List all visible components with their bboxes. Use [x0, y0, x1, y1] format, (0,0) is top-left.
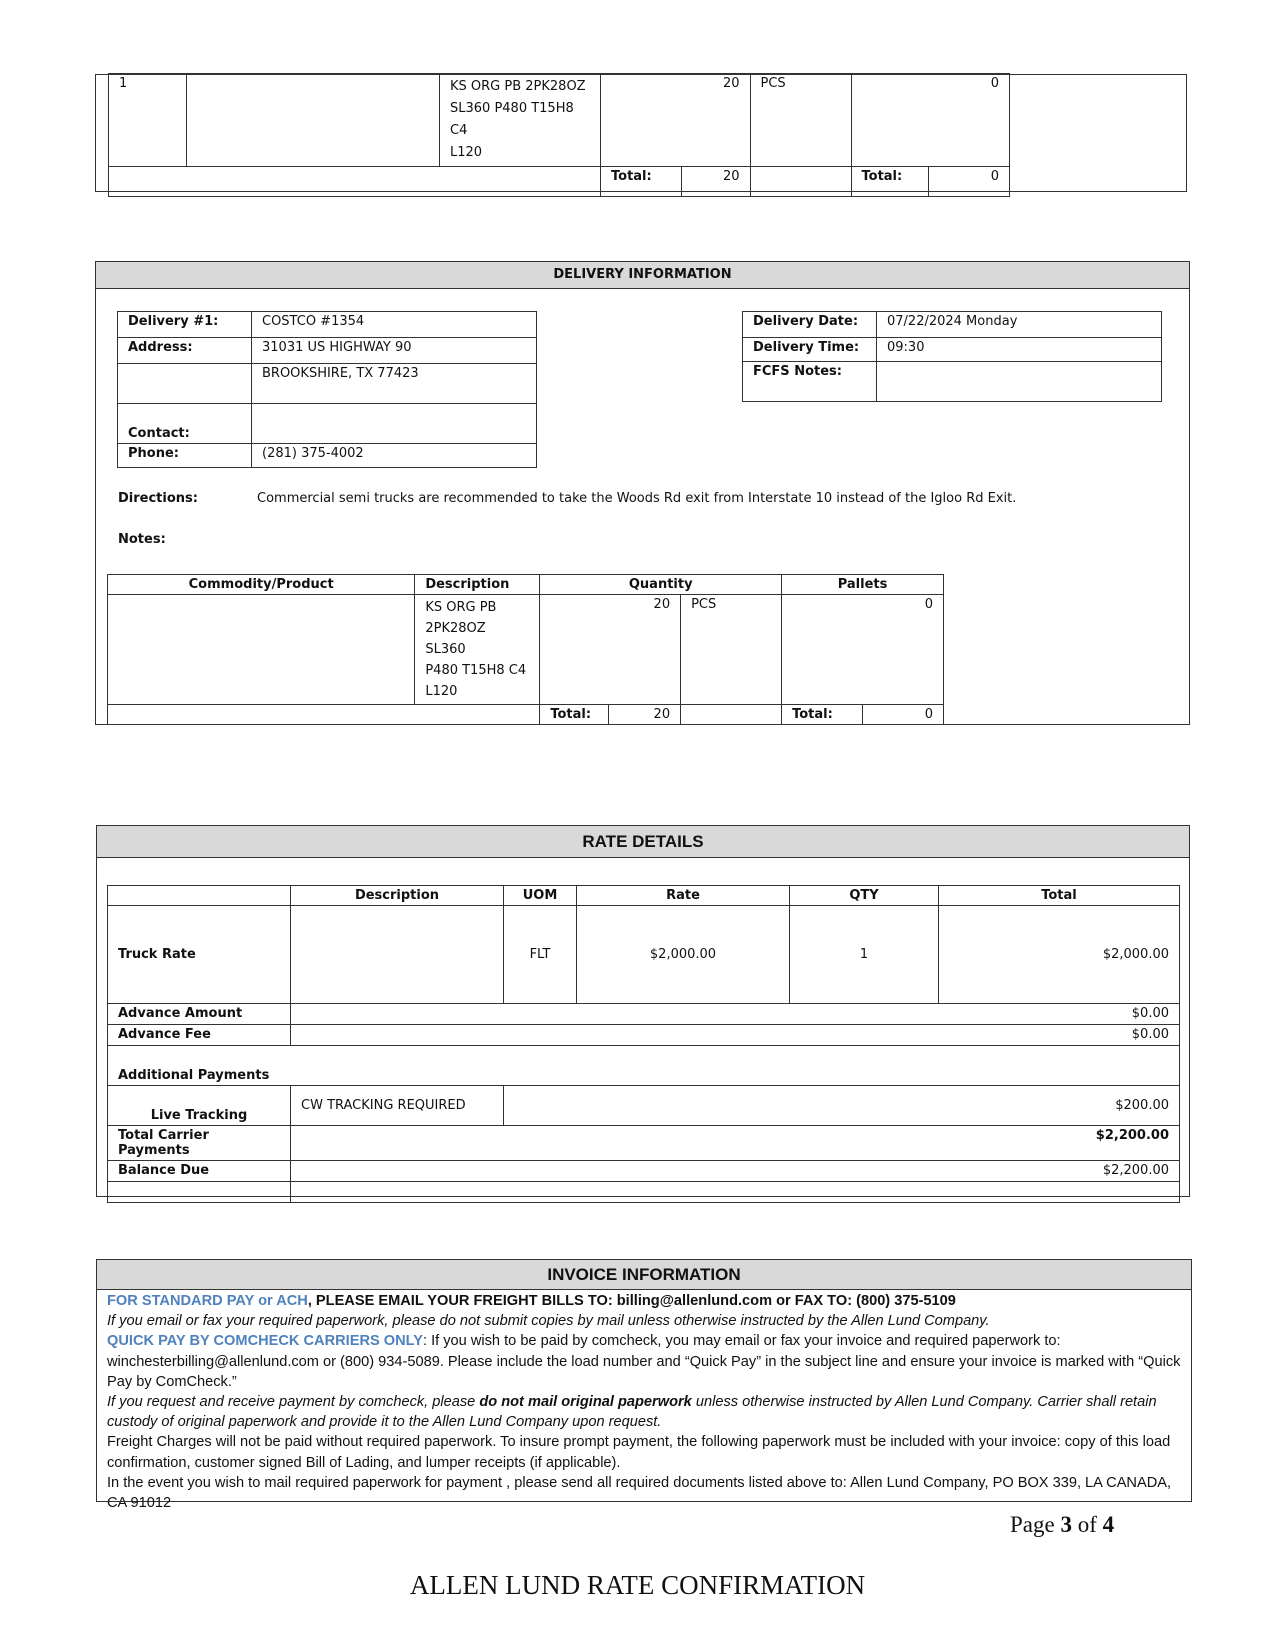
document-title: ALLEN LUND RATE CONFIRMATION: [409, 1570, 866, 1600]
delivery-commodity-table: [107, 574, 944, 725]
phone-label: Phone:: [118, 444, 252, 468]
table-row: [108, 705, 944, 725]
description-cell: KS ORG PB 2PK28OZ SL360 P480 T15H8 C4 L120: [415, 595, 540, 705]
rate-header: Rate: [577, 886, 790, 906]
table-row: [108, 906, 1180, 1004]
truck-rate-rate: $2,000.00: [577, 906, 790, 1004]
pallets-total-label: Total:: [782, 705, 863, 725]
section-header: INVOICE INFORMATION: [97, 1260, 1191, 1290]
advance-amount-value: $0.00: [291, 1004, 1180, 1025]
table-row: [108, 1004, 1180, 1025]
table-row: [108, 575, 944, 595]
pallets-total-label: Total:: [851, 167, 928, 197]
table-row: [109, 167, 1010, 197]
delivery-time-value: 09:30: [877, 338, 1162, 362]
invoice-information-section: [96, 1259, 1192, 1512]
table-row: [743, 338, 1162, 362]
table-row: [108, 1182, 1180, 1203]
table-row: [743, 362, 1162, 402]
rate-details-section: [96, 825, 1190, 1197]
table-row: [118, 338, 537, 364]
invoice-text: [97, 1290, 1191, 1513]
contact-value: [252, 404, 537, 444]
quantity-total: 20: [609, 705, 681, 725]
table-row: [108, 1161, 1180, 1182]
table-row: [118, 364, 537, 404]
truck-rate-description: [291, 906, 504, 1004]
fcfs-notes-value: [877, 362, 1162, 402]
table-row: [108, 1086, 1180, 1126]
section-header: RATE DETAILS: [97, 826, 1189, 858]
page-number: Page 3 of 4: [1010, 1512, 1115, 1537]
uom-value: PCS: [750, 74, 851, 167]
section-header: DELIVERY INFORMATION: [96, 262, 1189, 289]
email-fax-note: If you email or fax your required paperwork, please do not submit copies by mail unless otherwise instructed by the Allen Lund Company.: [107, 1313, 990, 1330]
total-carrier-payments-value: $2,200.00: [291, 1126, 1180, 1161]
rate-details-table: [107, 885, 1180, 1203]
quantity-header: Quantity: [540, 575, 782, 595]
uom-value: PCS: [681, 595, 782, 705]
product-cell: [187, 74, 440, 167]
quantity-total: 20: [682, 167, 751, 197]
quantity-value: 20: [540, 595, 681, 705]
commodity-product-header: Commodity/Product: [108, 575, 415, 595]
quantity-total-label: Total:: [540, 705, 609, 725]
table-row: [118, 404, 537, 444]
table-row: [118, 444, 537, 468]
table-row: [108, 1126, 1180, 1161]
total-header: Total: [939, 886, 1180, 906]
advance-fee-label: Advance Fee: [108, 1025, 291, 1046]
delivery-date-label: Delivery Date:: [743, 312, 877, 338]
freight-charges-paragraph: Freight Charges will not be paid without required paperwork. To insure prompt payment, the following paperwork must be included with your invoice: copy of this load confirmation, customer signed Bill of Lading, and lumper receipts (if applicable).: [107, 1434, 1171, 1471]
live-tracking-amount: $200.00: [504, 1086, 1180, 1126]
quick-pay-paragraph: QUICK PAY BY COMCHECK CARRIERS ONLY: If you wish to be paid by comcheck, you may email or fax your invoice and required paperwork to: winchesterbilling@allenlund.com or (800) 934-5089. Please include the load number and “Quick Pay” in the subject line and ensure your invoice is marked with “Quick Pay by ComCheck.”: [107, 1333, 1181, 1390]
phone-value: (281) 375-4002: [252, 444, 537, 468]
truck-rate-uom: FLT: [504, 906, 577, 1004]
additional-payments-label: Additional Payments: [108, 1046, 1180, 1086]
pallets-header: Pallets: [782, 575, 944, 595]
uom-header: UOM: [504, 886, 577, 906]
qty-header: QTY: [790, 886, 939, 906]
pallets-value: 0: [782, 595, 944, 705]
delivery-time-label: Delivery Time:: [743, 338, 877, 362]
product-cell: [108, 595, 415, 705]
line-number: 1: [109, 74, 187, 167]
address-line-2: BROOKSHIRE, TX 77423: [252, 364, 537, 404]
commodity-continuation-table: [108, 73, 1010, 197]
advance-fee-value: $0.00: [291, 1025, 1180, 1046]
notes-label: Notes:: [118, 532, 166, 547]
advance-amount-label: Advance Amount: [108, 1004, 291, 1025]
truck-rate-label: Truck Rate: [108, 906, 291, 1004]
live-tracking-label: Live Tracking: [108, 1086, 291, 1126]
table-row: [108, 595, 944, 705]
delivery-address-table: [117, 311, 537, 468]
comcheck-note: If you request and receive payment by comcheck, please do not mail original paperwork unless otherwise instructed by Allen Lund Company. Carrier shall retain custody of original paperwork and provide it to the Allen Lund Company upon request.: [107, 1394, 1157, 1431]
directions-value: Commercial semi trucks are recommended to take the Woods Rd exit from Interstate 10 instead of the Igloo Rd Exit.: [257, 491, 1017, 506]
commodity-continuation-section: [95, 74, 1187, 192]
delivery-information-section: [95, 261, 1190, 725]
description-header: Description: [415, 575, 540, 595]
table-row: [109, 74, 1010, 167]
pallets-total: 0: [863, 705, 944, 725]
live-tracking-description: CW TRACKING REQUIRED: [291, 1086, 504, 1126]
quantity-value: 20: [601, 74, 751, 167]
total-carrier-payments-label: Total Carrier Payments: [108, 1126, 291, 1161]
table-row: [108, 1046, 1180, 1086]
pallets-total: 0: [928, 167, 1010, 197]
table-row: [108, 1025, 1180, 1046]
description-header: Description: [291, 886, 504, 906]
quantity-total-label: Total:: [601, 167, 682, 197]
delivery-label: Delivery #1:: [118, 312, 252, 338]
truck-rate-total: $2,000.00: [939, 906, 1180, 1004]
delivery-value: COSTCO #1354: [252, 312, 537, 338]
pallets-value: 0: [851, 74, 1010, 167]
standard-pay-line: FOR STANDARD PAY or ACH, PLEASE EMAIL YOUR FREIGHT BILLS TO: billing@allenlund.com or FAX TO: (800) 375-5109: [107, 1293, 956, 1309]
balance-due-label: Balance Due: [108, 1161, 291, 1182]
table-row: [118, 312, 537, 338]
table-row: [743, 312, 1162, 338]
address-line-1: 31031 US HIGHWAY 90: [252, 338, 537, 364]
table-row: [108, 886, 1180, 906]
description-cell: KS ORG PB 2PK28OZ SL360 P480 T15H8 C4 L120: [440, 74, 601, 167]
directions-label: Directions:: [118, 491, 198, 506]
address-label: Address:: [118, 338, 252, 364]
mail-paperwork-paragraph: In the event you wish to mail required paperwork for payment , please send all required documents listed above to: Allen Lund Company, PO BOX 339, LA CANADA, CA 91012: [107, 1474, 1172, 1512]
delivery-date-value: 07/22/2024 Monday: [877, 312, 1162, 338]
truck-rate-qty: 1: [790, 906, 939, 1004]
contact-label: Contact:: [118, 404, 252, 444]
delivery-schedule-table: [742, 311, 1162, 402]
balance-due-value: $2,200.00: [291, 1161, 1180, 1182]
fcfs-notes-label: FCFS Notes:: [743, 362, 877, 402]
